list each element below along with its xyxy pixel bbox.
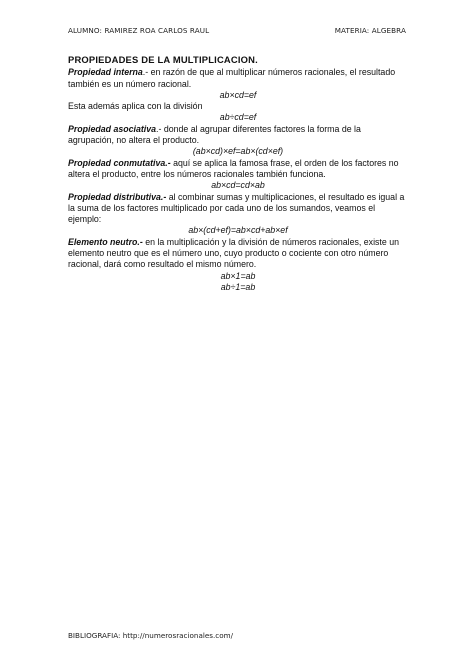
formula-interna: ab×cd=ef — [219, 89, 257, 100]
text-asociativa: .- donde al agrupar diferentes factores la forma de la agrupación, no altera el producto. — [68, 123, 361, 146]
formula-interna-division: ab÷cd=ef — [219, 112, 257, 123]
document-body — [68, 54, 408, 293]
formula-conmutativa: ab×cd=cd×ab — [211, 180, 265, 191]
text-distributiva: al combinar sumas y multiplicaciones, el resultado es igual a la suma de los factores multiplicado por cada uno de los sumandos, veamos el ejemplo: — [68, 191, 405, 225]
formula-neutro-multiplicacion: ab×1=ab — [220, 270, 256, 281]
formula-distributiva: ab×(cd+ef)=ab×cd+ab×ef — [188, 225, 288, 236]
term-conmutativa: Propiedad conmutativa.- — [68, 157, 171, 168]
term-interna: Propiedad interna — [68, 67, 143, 78]
page-title: PROPIEDADES DE LA MULTIPLICACION. — [68, 54, 258, 65]
text-neutro: en la multiplicación y la división de números racionales, existe un elemento neutro que es el número uno, cuyo producto o cociente con otro número racional, dará como resultado el mismo número. — [68, 236, 399, 270]
page-header — [68, 26, 406, 35]
text-interna: .- en razón de que al multiplicar números racionales, el resultado también es un número racional. — [68, 67, 396, 89]
paragraph-distributiva — [68, 192, 408, 226]
paragraph-interna — [68, 67, 408, 90]
paragraph-conmutativa — [68, 158, 408, 181]
paragraph-interna-extra: Esta además aplica con la división — [68, 101, 203, 112]
formula-asociativa: (ab×cd)×ef=ab×(cd×ef) — [192, 146, 284, 157]
term-asociativa: Propiedad asociativa — [68, 123, 157, 134]
paragraph-neutro — [68, 237, 408, 271]
text-conmutativa: aquí se aplica la famosa frase, el orden de los factores no altera el producto, entre los números racionales también funciona. — [68, 157, 399, 179]
formula-neutro-division: ab÷1=ab — [220, 281, 256, 292]
term-distributiva: Propiedad distributiva.- — [68, 191, 167, 202]
paragraph-asociativa — [68, 124, 408, 147]
student-name: ALUMNO: RAMIREZ ROA CARLOS RAUL — [68, 26, 210, 35]
term-neutro: Elemento neutro.- — [68, 236, 143, 247]
bibliography-footer: BIBLIOGRAFIA: http://numerosracionales.com/ — [68, 631, 234, 640]
subject-name: MATERIA: ALGEBRA — [334, 26, 406, 35]
